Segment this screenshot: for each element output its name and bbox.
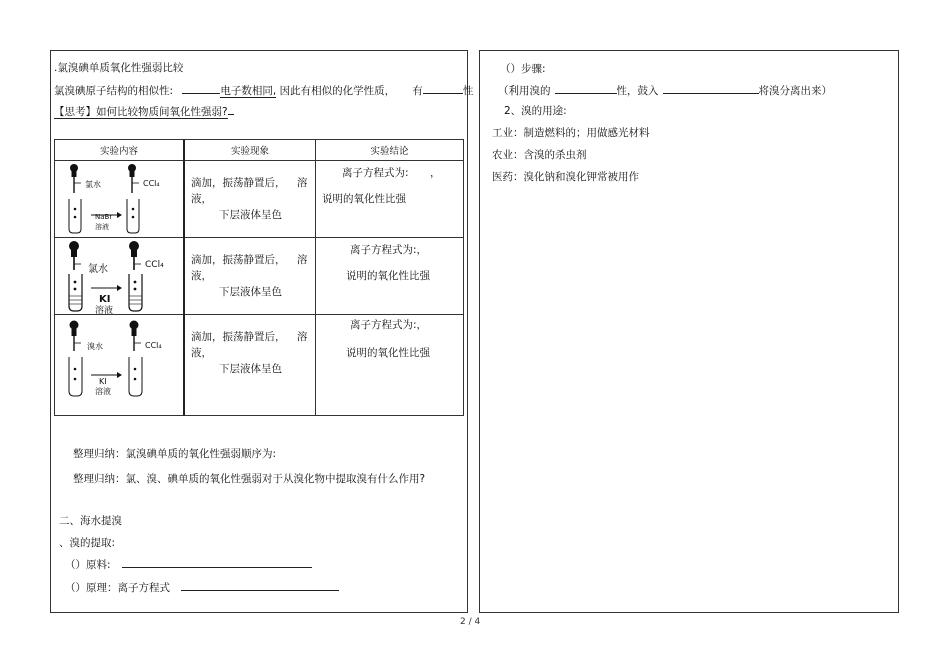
left-panel [50,50,474,613]
principle-line [65,579,339,595]
conclusion-statement: 说明的氧化性比强 [346,347,430,359]
experiment-diagram [55,161,183,237]
header-content: 实验内容 [55,140,185,161]
summary-question: 整理归纳：氯、溴、碘单质的氧化性强弱对于从溴化物中提取溴有什么作用? [73,473,426,485]
think-text: 【思考】如何比较物质间氧化性强弱? [54,106,228,118]
reagent-left: 溴水 [87,342,103,351]
steps-detail [498,82,832,98]
phenomenon-color: 下层液体呈色 [219,209,282,221]
conclusion-comma: ， [430,167,441,179]
similarity-mid: 电子数相同, [220,85,277,97]
phenomenon-solvent: 溶液， [191,254,308,282]
phenomenon-color: 下层液体呈色 [219,286,282,298]
phenomenon-color: 下层液体呈色 [219,363,282,375]
reagent-right: CCl₄ [145,341,162,350]
table-header-row [55,140,464,161]
table-row [55,315,464,416]
conclusion-cell [316,161,464,238]
phenomenon-solvent: 溶液， [191,331,308,359]
summary-order: 整理归纳：氯溴碘单质的氧化性强弱顺序为: [73,448,277,460]
table-row [55,161,464,238]
similarity-you: 有 [412,85,423,97]
similarity-xing: 性 [462,85,474,97]
think-prompt [54,103,234,119]
phenomenon-cell [184,238,316,315]
think-blank [228,103,234,115]
raw-material-blank [122,556,312,568]
conclusion-equation: 离子方程式为: [342,167,409,179]
solution-name: NaBr [95,213,113,221]
similarity-blank-1 [182,82,220,94]
raw-material-label: （）原料: [65,559,111,571]
solution-suffix: 溶液 [95,387,111,396]
similarity-line [54,82,473,98]
use-industry: 工业：制造燃料的；用做感光材料 [492,127,650,139]
experiment-diagram-cell [55,315,185,416]
conclusion-statement: 说明的氧化性比强 [322,193,406,205]
phenomenon-text: 滴加，振荡静置后， [191,177,286,189]
steps-blank-1 [555,82,617,94]
experiment-diagram-cell [55,238,185,315]
dropper-tube-diagram [59,163,179,235]
steps-mid: 性，鼓入 [616,85,659,97]
experiment-diagram [55,315,183,415]
reagent-right: CCl₄ [143,179,160,188]
experiment-table [54,139,464,416]
conclusion-cell [316,238,464,315]
reagent-right: CCl₄ [145,260,164,270]
experiment-diagram-cell [55,161,185,238]
principle-blank [181,579,339,591]
phenomenon-text: 滴加，振荡静置后， [191,254,286,266]
use-medicine: 医药：溴化钠和溴化钾常被用作 [492,171,639,183]
conclusion-equation: 离子方程式为:， [350,244,428,256]
table-row [55,238,464,315]
conclusion-statement: 说明的氧化性比强 [346,270,430,282]
solution-name: KI [99,294,111,305]
uses-heading: 2、溴的用途: [504,105,567,117]
dropper-tube-diagram [59,240,179,312]
phenomenon-cell [184,315,316,416]
section-heading: .氯溴碘单质氧化性强弱比较 [54,62,184,74]
experiment-diagram [55,238,183,314]
solution-name: KI [99,377,107,386]
similarity-blank-2 [423,82,463,94]
header-conclusion: 实验结论 [316,140,464,161]
steps-blank-2 [663,82,759,94]
use-agriculture: 农业：含溴的杀虫剂 [492,149,587,161]
steps-suffix: 将溴分离出来） [758,85,832,97]
header-phenomenon: 实验现象 [184,140,316,161]
steps-label: （）步骤: [500,63,546,75]
reagent-left: 氯水 [85,180,101,189]
solution-suffix: 溶液 [95,223,109,231]
phenomenon-cell [184,161,316,238]
right-panel [479,50,899,613]
dropper-tube-diagram [59,319,179,399]
conclusion-cell [316,315,464,416]
bromine-extraction: 、溴的提取: [59,537,116,549]
section-sea-bromine: 二、海水提溴 [59,515,122,527]
principle-label: （）原理：离子方程式 [65,582,170,594]
raw-material-line [65,556,312,572]
steps-prefix: （利用溴的 [498,85,551,97]
similarity-label: 氯溴碘原子结构的相似性: [54,85,174,97]
solution-suffix: 溶液 [95,306,114,316]
reagent-left: 氯水 [88,264,108,275]
page-number: 2 / 4 [460,617,481,627]
similarity-rest: 因此有相似的化学性质， [279,85,396,97]
phenomenon-solvent: 溶液， [191,177,308,205]
conclusion-equation: 离子方程式为:， [350,319,428,331]
phenomenon-text: 滴加，振荡静置后， [191,331,286,343]
